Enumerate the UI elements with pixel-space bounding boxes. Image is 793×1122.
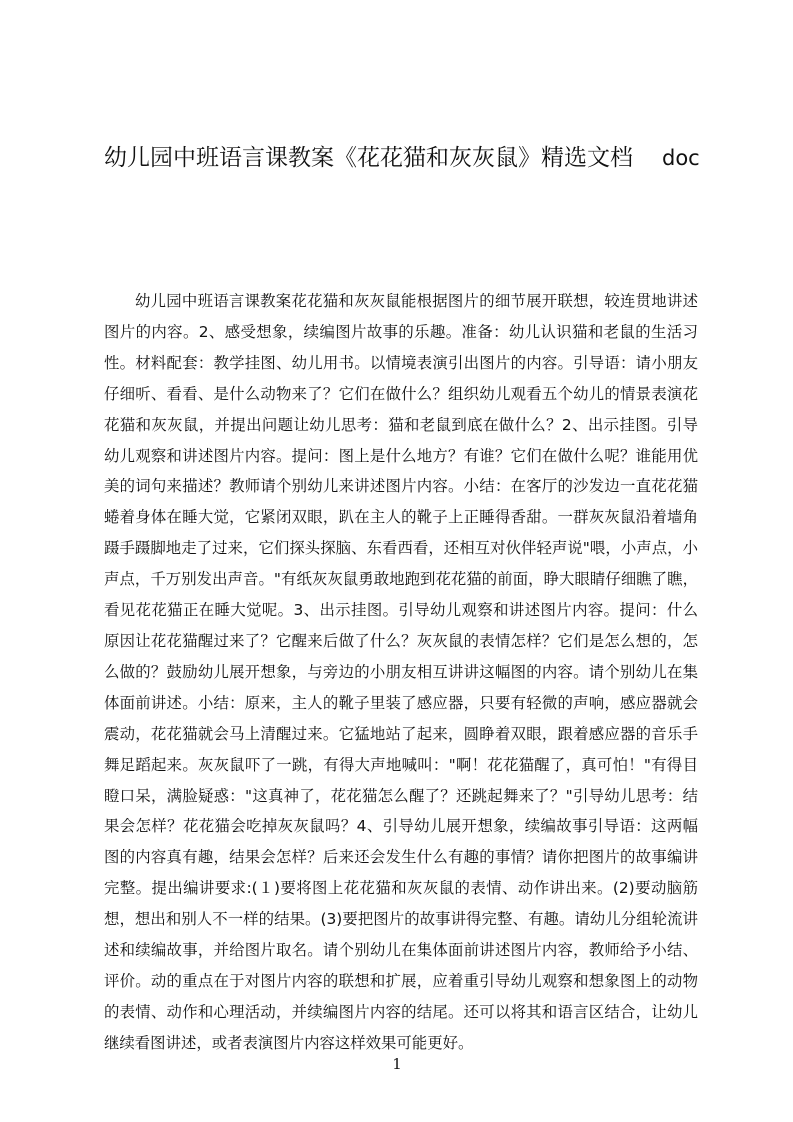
page-number: 1	[392, 1055, 402, 1073]
document-body: 幼儿园中班语言课教案花花猫和灰灰鼠能根据图片的细节展开联想，较连贯地讲述图片的内容。2、感受想象，续编图片故事的乐趣。准备：幼儿认识猫和老鼠的生活习性。材料配套：教学挂图、幼儿用书。以情境表演引出图片的内容。引导语：请小朋友仔细听、看看、是什么动物来了？它们在做什么？组织幼儿观看五个幼儿的情景表演花花猫和灰灰鼠，并提出问题让幼儿思考：猫和老鼠到底在做什么？2、出示挂图。引导幼儿观察和讲述图片内容。提问：图上是什么地方？有谁？它们在做什么呢？谁能用优美的词句来描述？教师请个别幼儿来讲述图片内容。小结：在客厅的沙发边一直花花猫蜷着身体在睡大觉，它紧闭双眼，趴在主人的靴子上正睡得香甜。一群灰灰鼠沿着墙角蹑手蹑脚地走了过来，它们探头探脑、东看西看，还相互对伙伴轻声说"喂，小声点，小声点，千万别发出声音。"有纸灰灰鼠勇敢地跑到花花猫的前面，睁大眼睛仔细瞧了瞧，看见花花猫正在睡大觉呢。3、出示挂图。引导幼儿观察和讲述图片内容。提问：什么原因让花花猫醒过来了？它醒来后做了什么？灰灰鼠的表情怎样？它们是怎么想的，怎么做的？鼓励幼儿展开想象，与旁边的小朋友相互讲讲这幅图的内容。请个别幼儿在集体面前讲述。小结：原来，主人的靴子里装了感应器，只要有轻微的声响，感应器就会震动，花花猫就会马上清醒过来。它猛地站了起来，圆睁着双眼，跟着感应器的音乐手舞足蹈起来。灰灰鼠吓了一跳，有得大声地喊叫："啊！花花猫醒了，真可怕！"有得目瞪口呆，满脸疑惑："这真神了，花花猫怎么醒了？还跳起舞来了？"引导幼儿思考：结果会怎样？花花猫会吃掉灰灰鼠吗？4、引导幼儿展开想象，续编故事引导语：这两幅图的内容真有趣，结果会怎样？后来还会发生什么有趣的事情？请你把图片的故事编讲完整。提出编讲要求:(１)要将图上花花猫和灰灰鼠的表情、动作讲出来。(2)要动脑筋想，想出和别人不一样的结果。(3)要把图片的故事讲得完整、有趣。请幼儿分组轮流讲述和续编故事，并给图片取名。请个别幼儿在集体面前讲述图片内容，教师给予小结、评价。动的重点在于对图片内容的联想和扩展，应着重引导幼儿观察和想象图上的动物的表情、动作和心理活动，并续编图片内容的结尾。还可以将其和语言区结合，让幼儿继续看图讲述，或者表演图片内容这样效果可能更好。	[104, 292, 698, 1052]
document-title-suffix: doc	[660, 143, 700, 173]
document-title: 幼儿园中班语言课教案《花花猫和灰灰鼠》精选文档	[104, 145, 633, 171]
